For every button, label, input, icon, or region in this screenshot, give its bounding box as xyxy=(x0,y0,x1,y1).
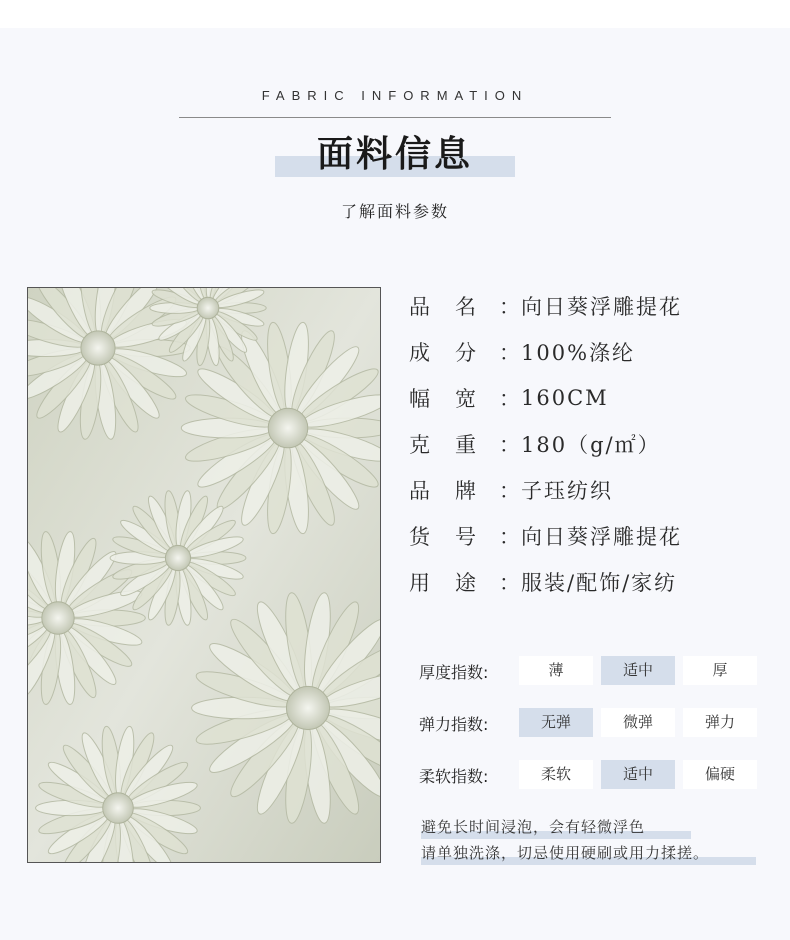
spec-value: 向日葵浮雕提花 xyxy=(521,295,682,319)
care-note xyxy=(421,816,709,868)
spec-colon: ： xyxy=(499,295,522,319)
spec-colon: ： xyxy=(499,571,522,595)
spec-colon: ： xyxy=(499,341,522,365)
spec-row-width xyxy=(409,375,682,421)
index-option: 薄 xyxy=(519,656,593,685)
spec-colon: ： xyxy=(499,433,522,457)
spec-label: 成 分 xyxy=(409,341,478,365)
spec-value: 向日葵浮雕提花 xyxy=(521,525,682,549)
spec-label: 品 牌 xyxy=(409,479,478,503)
index-option: 厚 xyxy=(683,656,757,685)
care-note-line-1 xyxy=(421,816,709,842)
spec-list xyxy=(409,283,682,605)
header-divider xyxy=(179,117,611,118)
spec-value: 180（g/㎡） xyxy=(521,433,661,457)
spec-row-weight xyxy=(409,421,682,467)
spec-row-composition xyxy=(409,329,682,375)
index-option: 无弹 xyxy=(519,708,593,737)
spec-row-item-no xyxy=(409,513,682,559)
spec-value: 服装/配饰/家纺 xyxy=(521,571,678,595)
top-band xyxy=(0,0,790,28)
care-note-line-2 xyxy=(421,842,709,868)
index-label: 弹力指数: xyxy=(419,715,489,734)
spec-colon: ： xyxy=(499,387,522,411)
subtitle-en: FABRIC INFORMATION xyxy=(261,88,529,103)
page-tagline: 了解面料参数 xyxy=(340,202,449,221)
care-note-text: 请单独洗涤，切忌使用硬刷或用力揉搓。 xyxy=(421,844,710,862)
spec-row-brand xyxy=(409,467,682,513)
spec-label: 品 名 xyxy=(409,295,478,319)
spec-label: 用 途 xyxy=(409,571,478,595)
spec-value: 子珏纺织 xyxy=(521,479,613,503)
spec-colon: ： xyxy=(499,479,522,503)
index-option: 弹力 xyxy=(683,708,757,737)
index-option: 适中 xyxy=(601,760,675,789)
spec-value: 160CM xyxy=(521,386,609,410)
index-option: 柔软 xyxy=(519,760,593,789)
index-option: 适中 xyxy=(601,656,675,685)
index-label: 柔软指数: xyxy=(419,767,489,786)
spec-label: 幅 宽 xyxy=(409,387,478,411)
spec-label: 克 重 xyxy=(409,433,478,457)
fabric-photo xyxy=(27,287,381,863)
spec-label: 货 号 xyxy=(409,525,478,549)
spec-value: 100%涤纶 xyxy=(521,341,636,365)
index-option: 微弹 xyxy=(601,708,675,737)
spec-row-usage xyxy=(409,559,682,605)
spec-row-name xyxy=(409,283,682,329)
index-label: 厚度指数: xyxy=(419,663,489,682)
spec-colon: ： xyxy=(499,525,522,549)
page-title: 面料信息 xyxy=(316,134,473,175)
care-note-text: 避免长时间浸泡，会有轻微浮色 xyxy=(421,818,646,836)
index-option: 偏硬 xyxy=(683,760,757,789)
